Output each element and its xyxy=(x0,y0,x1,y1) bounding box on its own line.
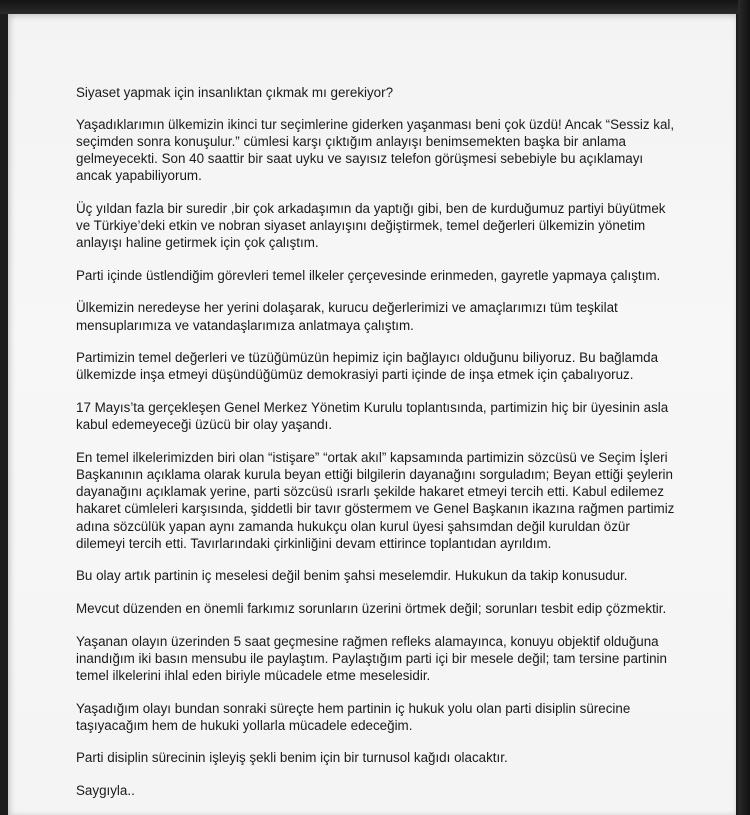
letter-page xyxy=(8,14,736,815)
paragraph-7: En temel ilkelerimizden biri olan “istişare” “ortak akıl” kapsamında partimizin sözcüsü ve Seçim İşleri Başkanının açıklama olarak kurula beyan ettiği bilgilerin dayanağını sorguladım; Beyan ettiği şeylerin dayanağını açıklamak yerine, parti sözcüsü ısrarlı şekilde hakaret etmeyi tercih etti. Kabul edilemez hakaret cümleleri karşısında, şiddetli bir tavır göstermem ve Genel Başkanın ikazına rağmen partimiz adına sözcülük yapan aynı zamanda hukukçu olan kurul üyesi şahsımdan değil kuruldan özür dilemeyi tercih etti. Tavırlarındaki çirkinliğini devam ettirince toplantıdan ayrıldım. xyxy=(76,449,675,551)
paragraph-11: Yaşadığım olayı bundan sonraki süreçte hem partinin iç hukuk yolu olan parti disiplin sürecine taşıyacağım hem de hukuki yollarla mücadele edeceğim. xyxy=(76,700,631,733)
paragraph-8: Bu olay artık partinin iç meselesi değil benim şahsi meselemdir. Hukukun da takip konusudur. xyxy=(76,568,628,584)
paragraph-12: Parti disiplin sürecinin işleyiş şekli benim için bir turnusol kağıdı olacaktır. xyxy=(76,750,508,766)
letter-title: Siyaset yapmak için insanlıktan çıkmak mı gerekiyor? xyxy=(76,85,394,100)
paragraph-9: Mevcut düzenden en önemli farkımız sorunların üzerini örtmek değil; sorunları tesbit edip çözmektir. xyxy=(76,600,667,616)
paragraph-1: Yaşadıklarımın ülkemizin ikinci tur seçimlerine giderken yaşanması beni çok üzdü! Ancak “Sessiz kal, seçimden sonra konuşulur.” cümlesi karşı çıktığım anlayışı benimsemekten başka bir anlama gelmeyecekti. Son 40 saattir bir saat uyku ve sayısız telefon görüşmesi sebebiyle bu açıklamayı ancak yapabiliyorum. xyxy=(76,116,675,184)
paragraph-3: Parti içinde üstlendiğim görevleri temel ilkeler çerçevesinde erinmeden, gayretle yapmaya çalıştım. xyxy=(76,267,661,283)
paragraph-4: Ülkemizin neredeyse her yerini dolaşarak, kurucu değerlerimizi ve amaçlarımızı tüm teşkilat mensuplarımıza ve vatandaşlarımıza anlatmaya çalıştım. xyxy=(76,300,618,333)
paragraph-2: Üç yıldan fazla bir suredir ,bir çok arkadaşımın da yaptığı gibi, ben de kurduğumuz partiyi büyütmek ve Türkiye’deki etkin ve nobran siyaset anlayışını değiştirmek, temel değerleri ülkemizin yönetim anlayışı haline getirmek için çok çalıştım. xyxy=(76,200,666,251)
letter-body xyxy=(76,84,680,815)
paragraph-6: 17 Mayıs’ta gerçekleşen Genel Merkez Yönetim Kurulu toplantısında, partimizin hiç bir üyesinin asla kabul edemeyeceği üzücü bir olay yaşandı. xyxy=(76,399,669,433)
paragraph-5: Partimizin temel değerleri ve tüzüğümüzün hepimiz için bağlayıcı olduğunu biliyoruz. Bu bağlamda ülkemizde inşa etmeyi düşündüğümüz demokrasiyi parti içinde de inşa etmek için çabalıyoruz. xyxy=(76,350,659,383)
photo-frame-right xyxy=(738,0,750,815)
closing: Saygıyla.. xyxy=(76,782,135,798)
paragraph-10: Yaşanan olayın üzerinden 5 saat geçmesine rağmen refleks alamayınca, konuyu objektif olduğuna inandığım iki basın mensubu ile paylaştım. Paylaştığım parti içi bir mesele değil; tam tersine partinin temel ilkelerini ihlal eden biriyle mücadele etme meselesidir. xyxy=(76,633,667,683)
photo-frame-top xyxy=(0,0,750,14)
